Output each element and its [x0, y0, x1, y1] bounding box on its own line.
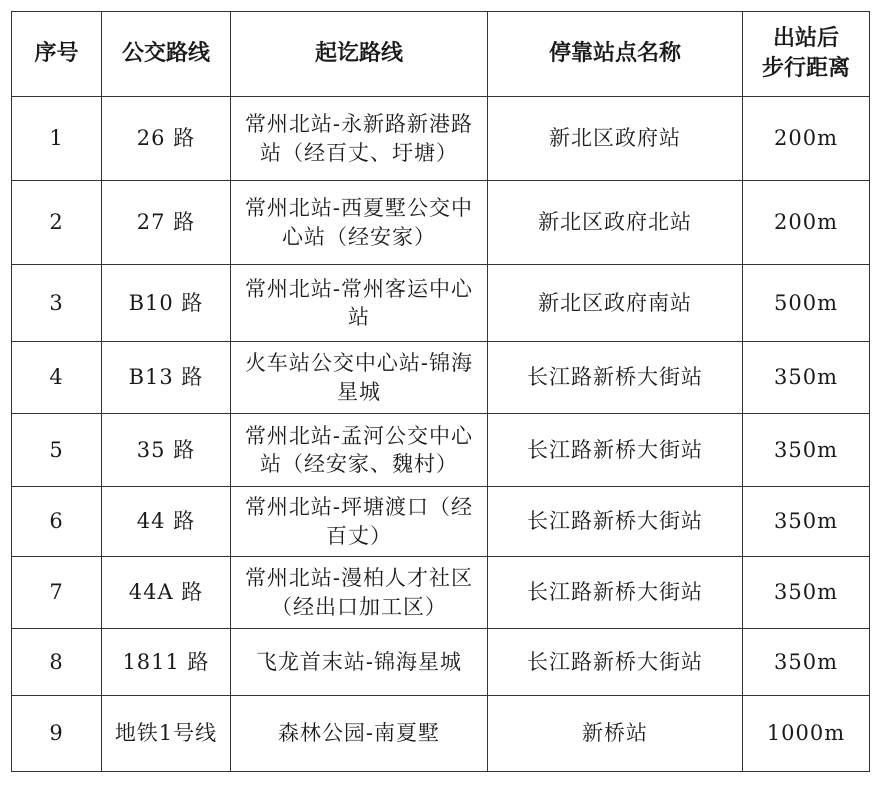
cell-walk-distance: 1000m	[743, 696, 870, 772]
cell-walk-distance: 350m	[743, 557, 870, 629]
cell-no: 4	[12, 342, 102, 414]
cell-bus-line: 26 路	[102, 97, 231, 181]
cell-stop-name: 长江路新桥大街站	[488, 557, 743, 629]
table-row	[12, 557, 870, 629]
cell-no: 5	[12, 414, 102, 487]
table-row	[12, 696, 870, 772]
cell-bus-line: 44A 路	[102, 557, 231, 629]
cell-stop-name: 长江路新桥大街站	[488, 414, 743, 487]
cell-stop-name: 新桥站	[488, 696, 743, 772]
cell-route: 常州北站-永新路新港路站（经百丈、圩塘）	[231, 97, 488, 181]
cell-route: 火车站公交中心站-锦海星城	[231, 342, 488, 414]
cell-stop-name: 长江路新桥大街站	[488, 629, 743, 696]
cell-bus-line: 1811 路	[102, 629, 231, 696]
cell-bus-line: 地铁1号线	[102, 696, 231, 772]
cell-stop-name: 新北区政府南站	[488, 265, 743, 342]
table-row	[12, 629, 870, 696]
cell-walk-distance: 200m	[743, 97, 870, 181]
cell-no: 1	[12, 97, 102, 181]
cell-no: 7	[12, 557, 102, 629]
header-walk-distance	[743, 12, 870, 97]
table-row	[12, 265, 870, 342]
header-route: 起讫路线	[231, 12, 488, 97]
cell-walk-distance: 350m	[743, 414, 870, 487]
cell-walk-distance: 350m	[743, 342, 870, 414]
header-stop-name: 停靠站点名称	[488, 12, 743, 97]
cell-stop-name: 长江路新桥大街站	[488, 342, 743, 414]
header-walk-line2: 步行距离	[761, 56, 850, 81]
cell-stop-name: 新北区政府站	[488, 97, 743, 181]
cell-route: 常州北站-常州客运中心站	[231, 265, 488, 342]
bus-route-table	[11, 11, 870, 772]
table-row	[12, 97, 870, 181]
cell-no: 3	[12, 265, 102, 342]
table-row	[12, 342, 870, 414]
cell-no: 6	[12, 487, 102, 557]
cell-route: 常州北站-孟河公交中心站（经安家、魏村）	[231, 414, 488, 487]
cell-bus-line: 27 路	[102, 181, 231, 265]
cell-route: 森林公园-南夏墅	[231, 696, 488, 772]
cell-no: 8	[12, 629, 102, 696]
cell-route: 常州北站-漫柏人才社区（经出口加工区）	[231, 557, 488, 629]
cell-walk-distance: 350m	[743, 487, 870, 557]
cell-stop-name: 长江路新桥大街站	[488, 487, 743, 557]
cell-bus-line: 44 路	[102, 487, 231, 557]
table-row	[12, 487, 870, 557]
cell-bus-line: B10 路	[102, 265, 231, 342]
cell-route: 常州北站-坪塘渡口（经百丈）	[231, 487, 488, 557]
table-header-row	[12, 12, 870, 97]
header-no: 序号	[12, 12, 102, 97]
cell-walk-distance: 350m	[743, 629, 870, 696]
cell-bus-line: B13 路	[102, 342, 231, 414]
cell-no: 2	[12, 181, 102, 265]
header-bus-line: 公交路线	[102, 12, 231, 97]
table-row	[12, 414, 870, 487]
cell-route: 常州北站-西夏墅公交中心站（经安家）	[231, 181, 488, 265]
table-row	[12, 181, 870, 265]
cell-no: 9	[12, 696, 102, 772]
cell-walk-distance: 200m	[743, 181, 870, 265]
cell-bus-line: 35 路	[102, 414, 231, 487]
cell-walk-distance: 500m	[743, 265, 870, 342]
cell-route: 飞龙首末站-锦海星城	[231, 629, 488, 696]
header-walk-line1: 出站后	[772, 26, 839, 52]
cell-stop-name: 新北区政府北站	[488, 181, 743, 265]
